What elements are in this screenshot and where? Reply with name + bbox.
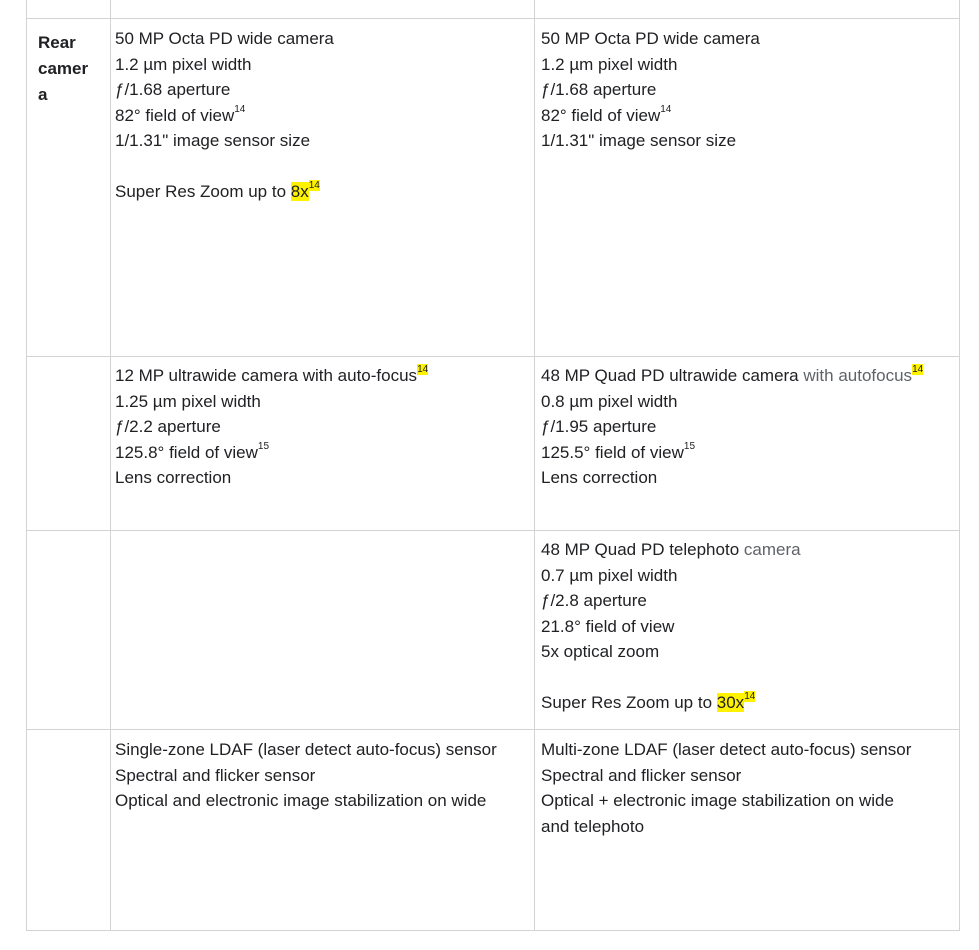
footnote-marker: 14 — [660, 103, 672, 115]
spec-line — [541, 363, 923, 389]
spec-text: 12 MP ultrawide camera with auto-focus — [115, 366, 418, 385]
spec-line — [541, 814, 911, 840]
cell-telephoto-camera-right — [541, 537, 801, 716]
spec-line — [115, 179, 334, 205]
blank-line — [115, 154, 334, 180]
spec-text: Super Res Zoom up to — [541, 693, 717, 712]
spec-line — [115, 103, 334, 129]
spec-text: 1/1.31" image sensor size — [541, 131, 737, 150]
spec-line — [115, 763, 497, 789]
footnote-marker: 15 — [683, 440, 696, 452]
spec-text: 0.7 µm pixel width — [541, 565, 678, 585]
cell-ultrawide-camera-right — [541, 363, 923, 491]
spec-text: ƒ/1.95 aperture — [541, 417, 657, 436]
spec-line — [541, 128, 760, 154]
spec-line — [115, 389, 428, 415]
spec-line — [541, 788, 911, 814]
column-divider-2 — [534, 0, 535, 931]
spec-line — [115, 788, 497, 814]
spec-line — [541, 639, 801, 665]
spec-line — [115, 414, 428, 440]
spec-line — [115, 363, 428, 389]
spec-line — [115, 52, 334, 78]
spec-line — [541, 465, 923, 491]
spec-text: 82° field of view — [115, 105, 235, 125]
spec-text: 8x — [290, 182, 309, 201]
spec-text: and telephoto — [541, 816, 645, 836]
row-header-line: Rear — [38, 33, 76, 52]
spec-text: Optical + electronic image stabilization on wide — [541, 791, 894, 810]
spec-text: ƒ/2.2 aperture — [115, 417, 221, 436]
spec-text: Lens correction — [541, 468, 658, 487]
spec-text: 5x optical zoom — [541, 642, 660, 661]
spec-line — [541, 52, 760, 78]
spec-text: ƒ/1.68 aperture — [541, 80, 657, 99]
spec-text: 125.8° field of view — [115, 442, 258, 462]
spec-line — [115, 26, 334, 52]
spec-line — [115, 465, 428, 491]
spec-text: Spectral and flicker sensor — [541, 765, 742, 785]
spec-line — [541, 537, 801, 563]
footnote-marker: 14 — [912, 364, 924, 376]
footnote-marker: 15 — [257, 440, 270, 452]
spec-text: ƒ/1.68 aperture — [115, 80, 231, 99]
spec-line — [541, 77, 760, 103]
spec-line — [115, 77, 334, 103]
cell-sensors-right — [541, 737, 911, 839]
row-divider-2 — [26, 530, 960, 531]
footnote-marker: 14 — [744, 691, 756, 703]
row-divider-3 — [26, 729, 960, 730]
spec-text: 1.2 µm pixel width — [115, 54, 252, 74]
spec-text: Optical and electronic image stabilization on wide — [115, 791, 487, 810]
row-header-line: a — [38, 85, 48, 104]
table-border-bottom — [26, 930, 960, 931]
spec-text: 50 MP Octa PD wide camera — [115, 29, 334, 48]
spec-line — [541, 440, 923, 466]
row-divider-1 — [26, 356, 960, 357]
row-divider-top — [26, 18, 960, 19]
spec-text: Multi-zone LDAF (laser detect auto-focus) sensor — [541, 740, 912, 759]
spec-line — [541, 588, 801, 614]
spec-line — [541, 737, 911, 763]
column-divider-1 — [110, 0, 111, 931]
spec-text: Lens correction — [115, 468, 232, 487]
spec-line — [115, 440, 428, 466]
spec-line — [541, 614, 801, 640]
blank-line — [541, 665, 801, 691]
table-border-right — [959, 0, 960, 931]
spec-text: 21.8° field of view — [541, 616, 675, 636]
spec-line — [541, 763, 911, 789]
cell-sensors-left — [115, 737, 497, 814]
spec-text: 48 MP Quad PD ultrawide camera — [541, 366, 804, 385]
spec-text: camera — [743, 540, 801, 559]
spec-text: 48 MP Quad PD telephoto — [541, 540, 744, 559]
spec-text: 1.2 µm pixel width — [541, 54, 678, 74]
cell-ultrawide-camera-left — [115, 363, 428, 491]
spec-text: 30x — [716, 693, 745, 712]
row-header-rear-camera — [38, 30, 88, 108]
spec-line — [541, 103, 760, 129]
spec-line — [541, 389, 923, 415]
footnote-marker: 14 — [234, 103, 246, 115]
footnote-marker: 14 — [417, 364, 429, 376]
spec-text: ƒ/2.8 aperture — [541, 591, 647, 610]
spec-line — [115, 737, 497, 763]
spec-line — [541, 563, 801, 589]
spec-text: 125.5° field of view — [541, 442, 684, 462]
spec-text: 1.25 µm pixel width — [115, 391, 261, 411]
spec-line — [541, 414, 923, 440]
spec-text: Spectral and flicker sensor — [115, 765, 316, 785]
spec-text: Single-zone LDAF (laser detect auto-focus) sensor — [115, 740, 497, 759]
spec-line — [541, 690, 801, 716]
table-border-left — [26, 0, 27, 931]
cell-wide-camera-right — [541, 26, 760, 154]
row-header-line: camer — [38, 59, 89, 78]
spec-line — [115, 128, 334, 154]
spec-text: with autofocus — [803, 366, 913, 385]
spec-text: 1/1.31" image sensor size — [115, 131, 311, 150]
spec-text: 0.8 µm pixel width — [541, 391, 678, 411]
spec-text: 50 MP Octa PD wide camera — [541, 29, 760, 48]
footnote-marker: 14 — [308, 180, 320, 192]
spec-line — [541, 26, 760, 52]
spec-text: 82° field of view — [541, 105, 661, 125]
cell-wide-camera-left — [115, 26, 334, 205]
spec-text: Super Res Zoom up to — [115, 182, 291, 201]
